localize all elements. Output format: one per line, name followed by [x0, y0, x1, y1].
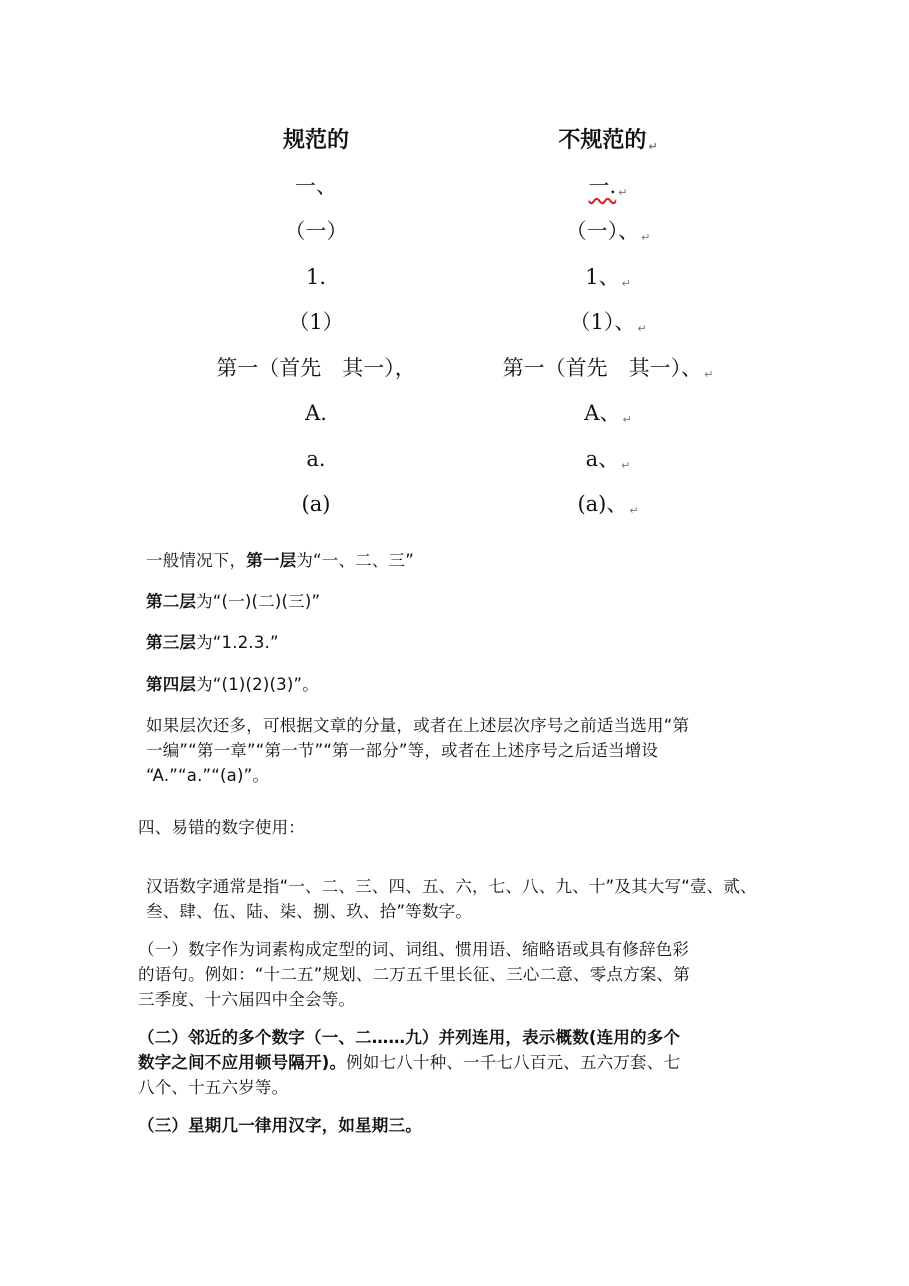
table-row: [130, 255, 770, 301]
section-4-heading: 四、易错的数字使用：: [138, 818, 305, 837]
standard-item: （1）: [288, 310, 344, 334]
standard-item: (a): [301, 492, 331, 516]
table-header-row: [130, 118, 770, 164]
header-standard: 规范的: [282, 127, 350, 153]
return-mark-icon: ↵: [621, 458, 631, 472]
nonstandard-item: A、 ↵: [584, 401, 632, 426]
nonstandard-item: 1、 ↵: [585, 264, 631, 290]
table-row: [130, 482, 770, 528]
level-4-paragraph: 第四层为“(1)(2)(3)”。: [146, 675, 319, 694]
table-row: [130, 391, 770, 437]
standard-item: A.: [305, 401, 327, 425]
nonstandard-item: [589, 164, 628, 209]
level-2-paragraph: 第二层为“(一)(二)(三)”: [146, 592, 321, 611]
nonstandard-item: a、 ↵: [585, 446, 631, 472]
standard-item: 1.: [305, 264, 327, 289]
standard-item: 一、: [295, 173, 337, 198]
return-mark-icon: ↵: [641, 231, 651, 244]
return-mark-icon: ↵: [622, 413, 632, 426]
return-mark-icon: ↵: [648, 140, 658, 153]
more-levels-paragraph: 如果层次还多，可根据文章的分量，或者在上述层次序号之前适当选用“第 一编”“第一章”“第一节”“第一部分”等，或者在上述序号之后适当增设 “A.”“a.”“(a)”。: [146, 716, 690, 785]
numbering-comparison-table: [130, 118, 770, 528]
nonstandard-item: (a)、 ↵: [577, 492, 639, 517]
return-mark-icon: ↵: [637, 322, 647, 335]
return-mark-icon: ↵: [618, 185, 628, 199]
table-row: [130, 209, 770, 255]
table-row: [130, 164, 770, 210]
return-mark-icon: ↵: [621, 276, 631, 290]
standard-item: （一）: [284, 219, 348, 243]
standard-item: a.: [306, 446, 326, 471]
spellcheck-flagged-text: 一.: [588, 173, 617, 198]
chinese-numerals-paragraph: 汉语数字通常是指“一、二、三、四、五、六，七、八、九、十”及其大写“壹、贰、 叁、肆、伍、陆、柒、捌、玖、拾”等数字。: [146, 877, 757, 921]
table-row: [130, 346, 770, 392]
nonstandard-item: （1）、 ↵: [569, 310, 647, 335]
table-row: [130, 300, 770, 346]
return-mark-icon: ↵: [704, 367, 714, 381]
level-3-paragraph: 第三层为“1.2.3.”: [146, 633, 279, 652]
nonstandard-item: （一）、 ↵: [565, 219, 651, 244]
standard-item: 第一（首先 其一），: [216, 355, 416, 380]
table-row: [130, 437, 770, 483]
header-nonstandard: 不规范的 ↵: [558, 127, 658, 153]
item-2-paragraph: （二）邻近的多个数字（一、二……九）并列连用，表示概数(连用的多个 数字之间不应用顿号隔开)。例如七八十种、一千七八百元、五六万套、七 八个、十五六岁等。: [138, 1028, 681, 1097]
level-1-paragraph: 一般情况下，第一层为“一、二、三”: [146, 551, 415, 570]
nonstandard-item: 第一（首先 其一）、 ↵: [502, 355, 714, 381]
return-mark-icon: ↵: [629, 504, 639, 517]
item-3-paragraph: （三）星期几一律用汉字，如星期三。: [138, 1116, 422, 1135]
item-1-paragraph: （一）数字作为词素构成定型的词、词组、惯用语、缩略语或具有修辞色彩 的语句。例如：“十二五”规划、二万五千里长征、三心二意、零点方案、第 三季度、十六届四中全会等。: [138, 940, 690, 1009]
